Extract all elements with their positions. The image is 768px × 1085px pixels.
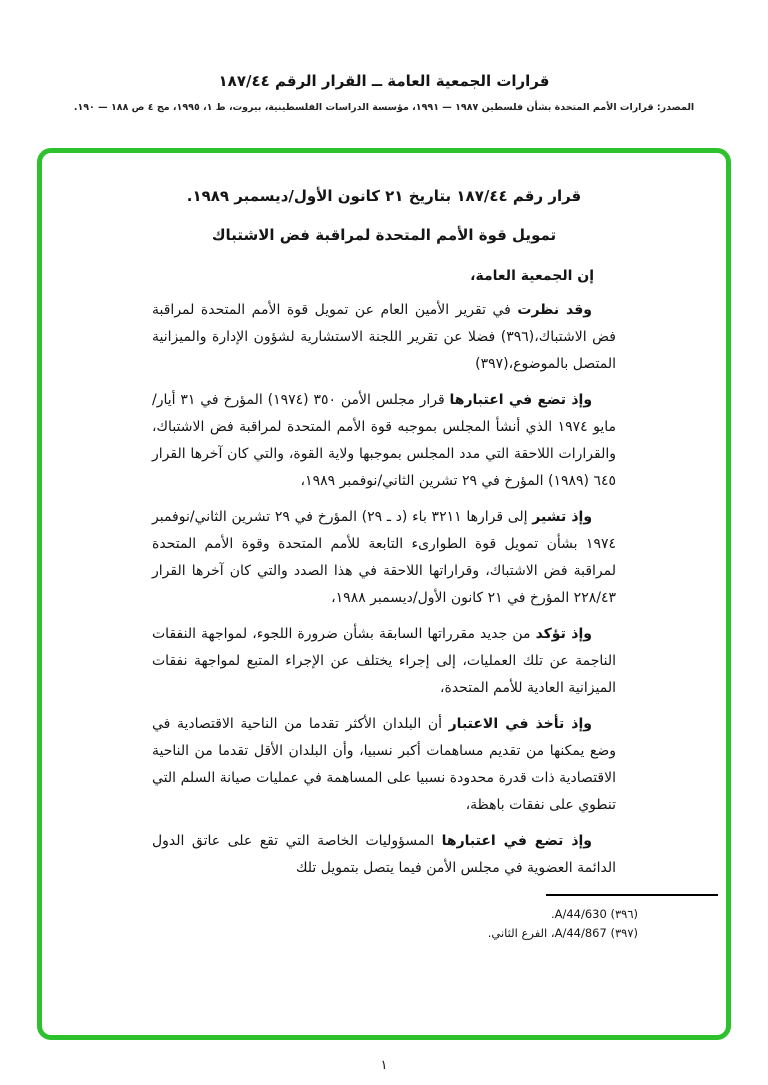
paragraph-text: في تقرير الأمين العام عن تمويل قوة الأمم المتحدة لمراقبة فض الاشتباك،(٣٩٦) فضلا عن تقرير اللجنة الاستشارية لشؤون الإدارة والميزانية المتصل بالموضوع،(٣٩٧) [152,302,616,372]
paragraph-text: قرار مجلس الأمن ٣٥٠ (١٩٧٤) المؤرخ في ٣١ أيار/مايو ١٩٧٤ الذي أنشأ المجلس بموجبه قوة الأمم المتحدة لمراقبة فض الاشتباك، والقرارات اللاحقة التي مدد المجلس بموجبها ولاية القوة، والتي كان آخرها القرار ٦٤٥ (١٩٨٩) المؤرخ في ٢٩ تشرين الثاني/نوفمبر ١٩٨٩، [152,392,616,489]
paragraph-text: المسؤوليات الخاصة التي تقع على عاتق الدول الدائمة العضوية في مجلس الأمن فيما يتصل بتمويل تلك [152,833,616,876]
paragraph [152,621,616,702]
opening-line: إن الجمعية العامة، [470,268,594,284]
paragraph-text: إلى قرارها ٣٢١١ باء (د ـ ٢٩) المؤرخ في ٢٩ تشرين الثاني/نوفمبر ١٩٧٤ بشأن تمويل قوة الطوارىء التابعة للأمم المتحدة وقوة الأمم المتحدة لمراقبة فض الاشتباك، وقراراتها اللاحقة في هذا الصدد والتي كان آخرها القرار ٢٢٨/٤٣ المؤرخ في ٢١ كانون الأول/ديسمبر ١٩٨٨، [152,509,616,606]
document-title: قرار رقم ١٨٧/٤٤ بتاريخ ٢١ كانون الأول/ديسمبر ١٩٨٩. [186,187,582,205]
page-number: ١ [380,1058,388,1073]
paragraph-lead: وإذ تضع في اعتبارها [441,833,593,849]
paragraph [152,387,616,495]
paragraph-lead: وإذ تضع في اعتبارها [449,392,593,408]
footnote: (٣٩٧) A/44/867، الفرع الثاني. [487,926,638,940]
paragraph-lead: وقد نظرت [517,302,592,318]
document-body [42,153,726,889]
header-source-line: المصدر: قرارات الأمم المتحدة بشأن فلسطين ١٩٨٧ — ١٩٩١، مؤسسة الدراسات الفلسطينية، بيروت، ط ١، ١٩٩٥، مج ٤ ص ١٨٨ — ١٩٠. [73,102,695,113]
paragraph-lead: وإذ تؤكد [535,626,592,642]
paragraph-lead: وإذ تشير [532,509,593,525]
paragraph [152,711,616,819]
paragraph-text: أن البلدان الأكثر تقدما من الناحية الاقتصادية في وضع يمكنها من تقديم مساهمات أكبر نسبيا، وأن البلدان الأقل تقدما من الناحية الاقتصادية ذات قدرة محدودة نسبيا على المساهمة في عمليات صيانة السلم التي تنطوي على نفقات باهظة، [152,716,616,813]
green-border-box [37,148,731,1040]
paragraph [152,828,616,882]
footnotes-section [52,894,718,943]
page-header [0,72,768,113]
footnote-separator-rule [546,894,718,896]
paragraph-lead: وإذ تأخذ في الاعتبار [448,716,592,732]
paragraph [152,297,616,378]
paragraph-text: من جديد مقرراتها السابقة بشأن ضرورة اللجوء، لمواجهة النفقات الناجمة عن تلك العمليات، إلى إجراء يختلف عن الإجراء المتبع لمواجهة نفقات الميزانية العادية للأمم المتحدة، [152,626,616,696]
document-subtitle: تمويل قوة الأمم المتحدة لمراقبة فض الاشتباك [211,226,557,244]
header-title: قرارات الجمعية العامة ــ القرار الرقم ١٨٧/٤٤ [218,72,550,90]
paragraph [152,504,616,612]
footnote: (٣٩٦) A/44/630. [550,907,638,921]
